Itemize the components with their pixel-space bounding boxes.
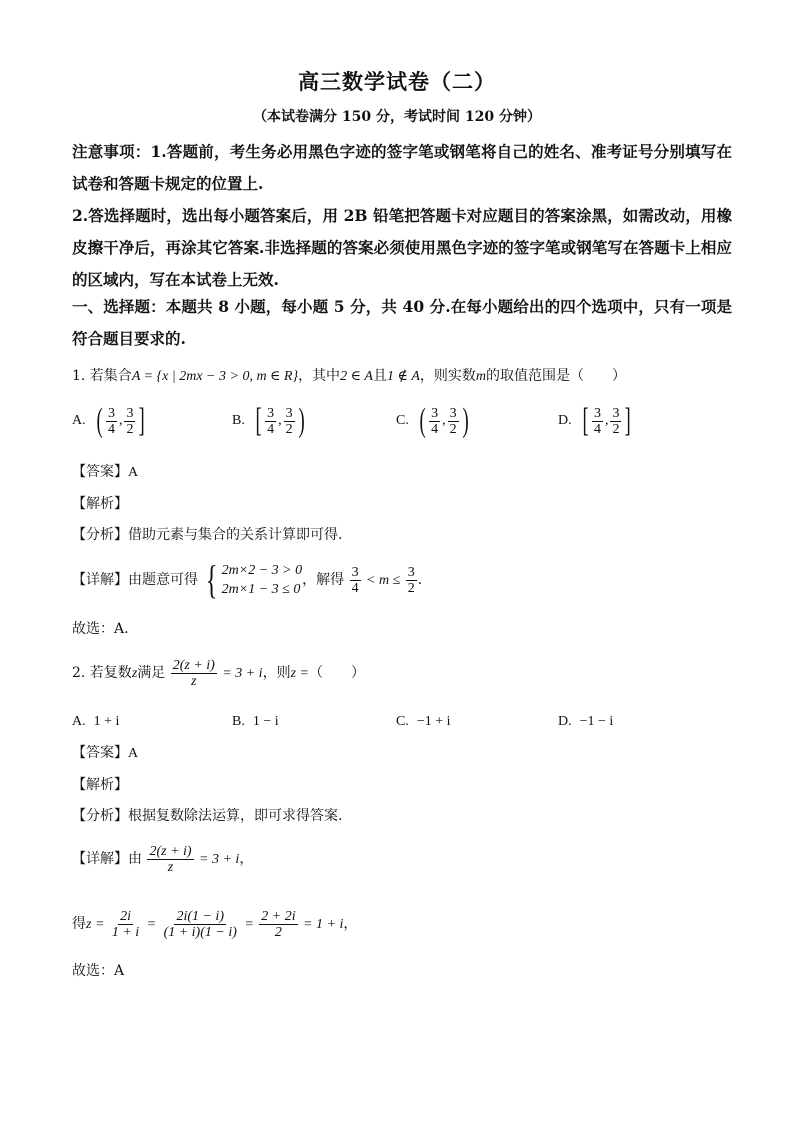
q1-answer: 【答案】A	[72, 464, 139, 480]
q1-conclusion: 故选：A.	[72, 621, 129, 637]
q2-option-a[interactable]: A. 1 + i	[72, 714, 120, 729]
q2-step: 得z = $\frac{2i}{1 + i}$ = $\frac{2i(1 - i)}{(1 + i)(1 - i)}$ = $\frac{2 + 2i}{2}$ = 1 + i，	[72, 908, 358, 940]
q1-option-a[interactable]: A. ( $\frac{3}{4}$ , $\frac{3}{2}$ ]	[72, 402, 146, 439]
set-expression: A = {x | 2mx − 3 > 0, m ∈ R}	[131, 369, 299, 384]
q2-option-b[interactable]: B. 1 − i	[232, 714, 279, 729]
question-1: 1. 若集合A = {x | 2mx − 3 > 0, m ∈ R}，其中2 ∈ A且1 ∉ A，则实数m的取值范围是（ ）	[72, 368, 627, 384]
q1-option-b[interactable]: B. [ $\frac{3}{4}$ , $\frac{3}{2}$ )	[232, 402, 305, 439]
q1-analysis: 【分析】借助元素与集合的关系计算即可得.	[72, 527, 343, 543]
exam-info: （本试卷满分 150 分，考试时间 120 分钟）	[253, 109, 541, 125]
inequality-system: { 2m×2 − 3 > 0 2m×1 − 3 ≤ 0	[206, 557, 303, 602]
q2-option-c[interactable]: C. −1 + i	[396, 714, 451, 729]
q1-detail: 【详解】由题意可得 { 2m×2 − 3 > 0 2m×1 − 3 ≤ 0 ，解得 $\frac{3}{4}$ < m ≤ $\frac{3}{2}$ .	[72, 557, 423, 602]
q1-option-d[interactable]: D. [ $\frac{3}{4}$ , $\frac{3}{2}$ ]	[558, 402, 632, 439]
q2-answer: 【答案】A	[72, 745, 139, 761]
note-2: 2.答选择题时，选出每小题答案后，用 2B 铅笔把答题卡对应题目的答案涂黑，如需改动，用橡皮擦干净后，再涂其它答案.非选择题的答案必须使用黑色字迹的签字笔或钢笔写在答题卡上相应的区域内，写在本试卷上无效.	[72, 206, 732, 289]
q2-analysis: 【分析】根据复数除法运算，即可求得答案.	[72, 808, 343, 824]
note-1: 注意事项：1.答题前，考生务必用黑色字迹的签字笔或钢笔将自己的姓名、准考证号分别填写在试卷和答题卡规定的位置上.	[72, 142, 732, 193]
section-heading: 一、选择题：本题共 8 小题，每小题 5 分，共 40 分.在每小题给出的四个选项中，只有一项是符合题目要求的.	[72, 297, 732, 348]
q2-option-d[interactable]: D. −1 − i	[558, 714, 614, 729]
q1-option-c[interactable]: C. ( $\frac{3}{4}$ , $\frac{3}{2}$ )	[396, 402, 469, 439]
page-title: 高三数学试卷（二）	[298, 69, 496, 94]
q1-analysis-tag: 【解析】	[72, 496, 128, 512]
q2-conclusion: 故选：A	[72, 963, 125, 979]
q2-detail: 【详解】由 $\frac{2(z + i)}{z}$ = 3 + i，	[72, 843, 254, 875]
question-2: 2. 若复数z满足 $\frac{2(z + i)}{z}$ = 3 + i，则z =（ ）	[72, 657, 365, 689]
q2-analysis-tag: 【解析】	[72, 777, 128, 793]
